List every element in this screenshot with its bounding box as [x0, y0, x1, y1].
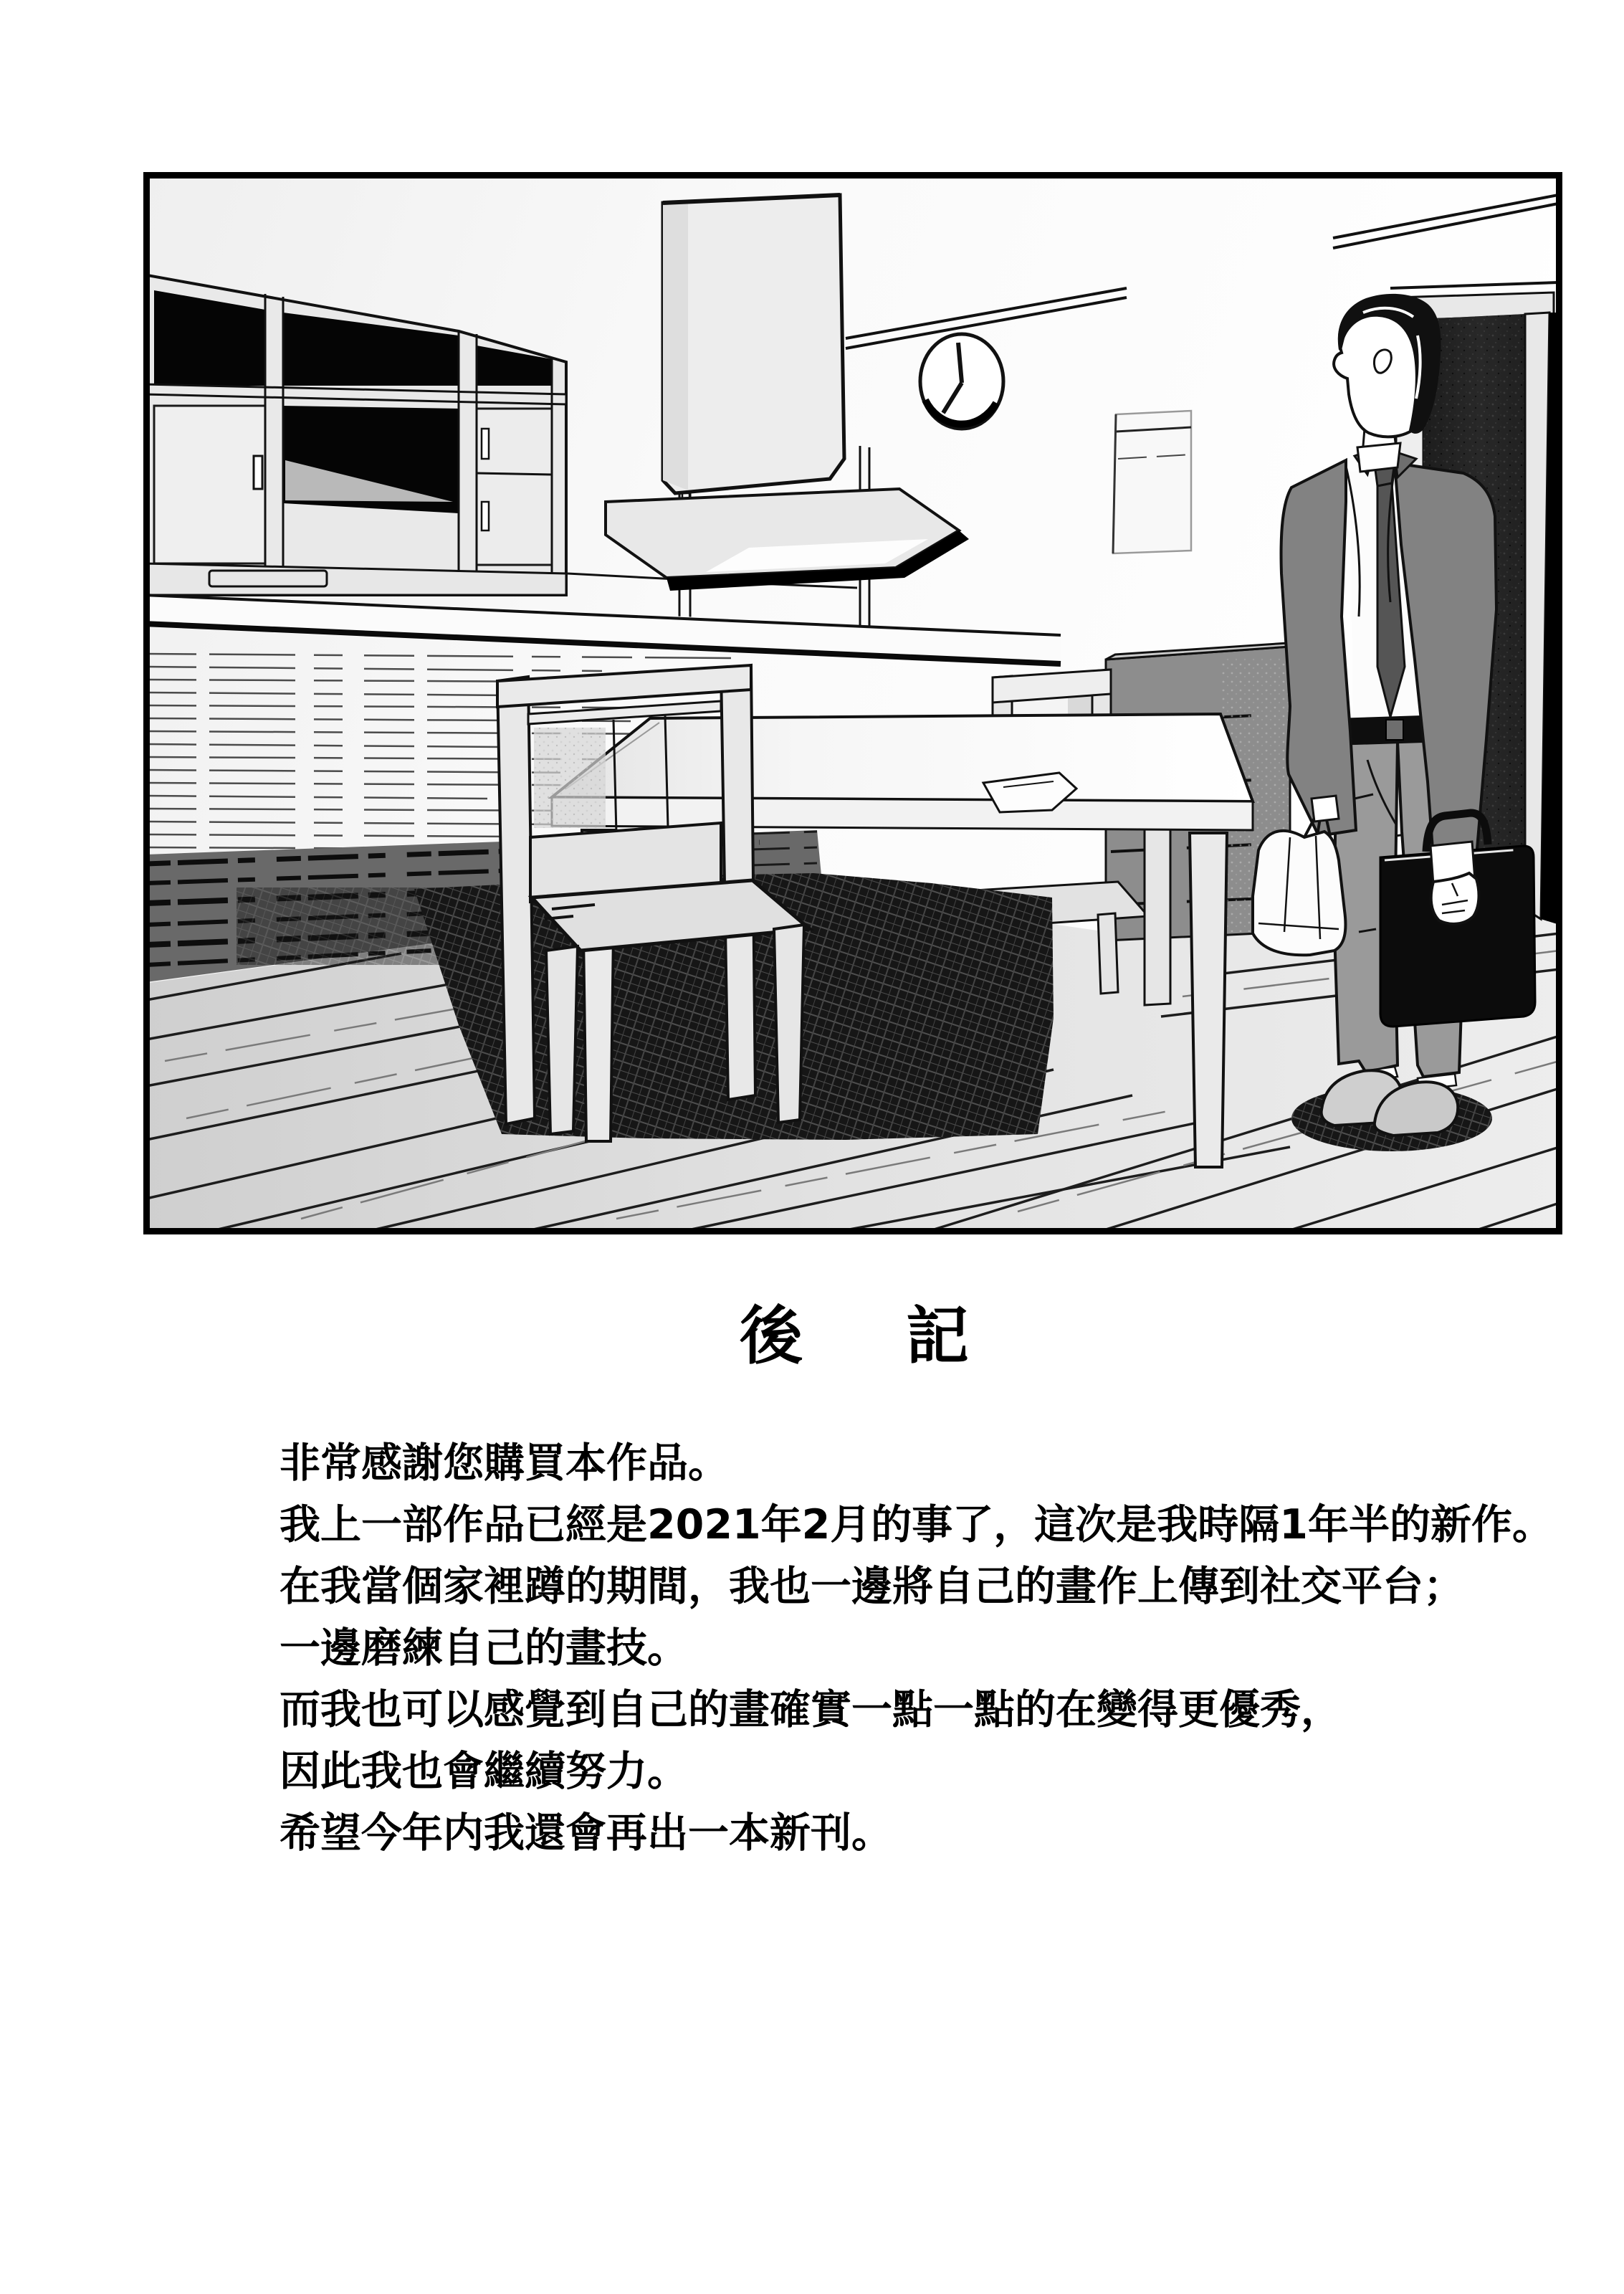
wall-clock	[920, 334, 1003, 429]
wall-panel	[1113, 411, 1191, 553]
afterword-line: 在我當個家裡蹲的期間，我也一邊將自己的畫作上傳到社交平台；	[280, 1563, 1464, 1610]
belt-buckle	[1386, 720, 1403, 740]
afterword-line: 一邊磨練自己的畫技。	[280, 1624, 688, 1672]
afterword-line: 而我也可以感覺到自己的畫確實一點一點的在變得更優秀，	[280, 1686, 1342, 1733]
afterword-title: 後 記	[739, 1299, 990, 1373]
afterword-text	[280, 1432, 1553, 1864]
afterword-line: 因此我也會繼續努力。	[280, 1748, 688, 1795]
afterword-line: 我上一部作品已經是2021年2月的事了，這次是我時隔1年半的新作。	[280, 1501, 1553, 1548]
afterword-line: 希望今年内我還會再出一本新刊。	[280, 1809, 892, 1857]
hand	[1431, 873, 1479, 924]
illustration-panel	[143, 172, 1562, 1234]
kitchen-scene	[143, 172, 1562, 1234]
afterword-line: 非常感謝您購買本作品。	[280, 1439, 729, 1487]
cabinet-handle	[254, 456, 262, 489]
